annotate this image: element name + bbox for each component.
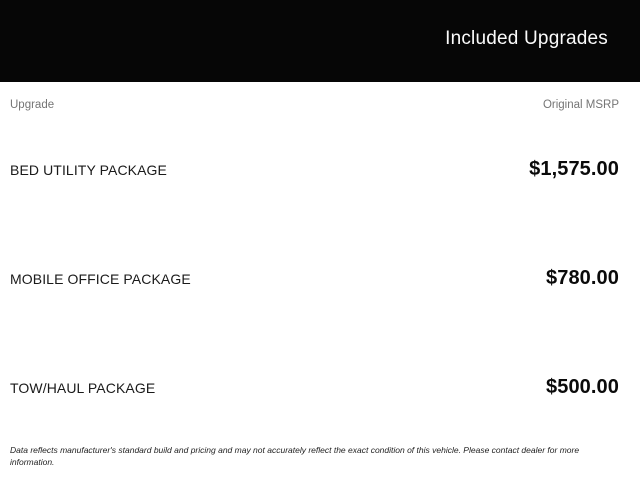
upgrade-name: BED UTILITY PACKAGE (10, 161, 167, 178)
disclaimer-text: Data reflects manufacturer's standard build and pricing and may not accurately reflect the exact condition of this vehicle. Please contact dealer for more information. (10, 445, 580, 467)
upgrade-name: TOW/HAUL PACKAGE (10, 379, 156, 396)
table-row (10, 224, 619, 333)
upgrade-name: MOBILE OFFICE PACKAGE (10, 270, 191, 287)
upgrades-table (0, 98, 640, 468)
table-row (10, 115, 619, 224)
column-header-original-msrp: Original MSRP (542, 99, 619, 111)
included-upgrades-header (0, 0, 640, 82)
page-title: Included Upgrades (445, 27, 608, 49)
upgrade-msrp: $1,575.00 (529, 158, 619, 180)
table-row (10, 333, 619, 442)
upgrade-rows (10, 115, 619, 442)
upgrade-msrp: $500.00 (546, 376, 619, 398)
table-column-headers (10, 98, 619, 112)
upgrade-msrp: $780.00 (546, 267, 619, 289)
column-header-upgrade: Upgrade (10, 99, 55, 111)
